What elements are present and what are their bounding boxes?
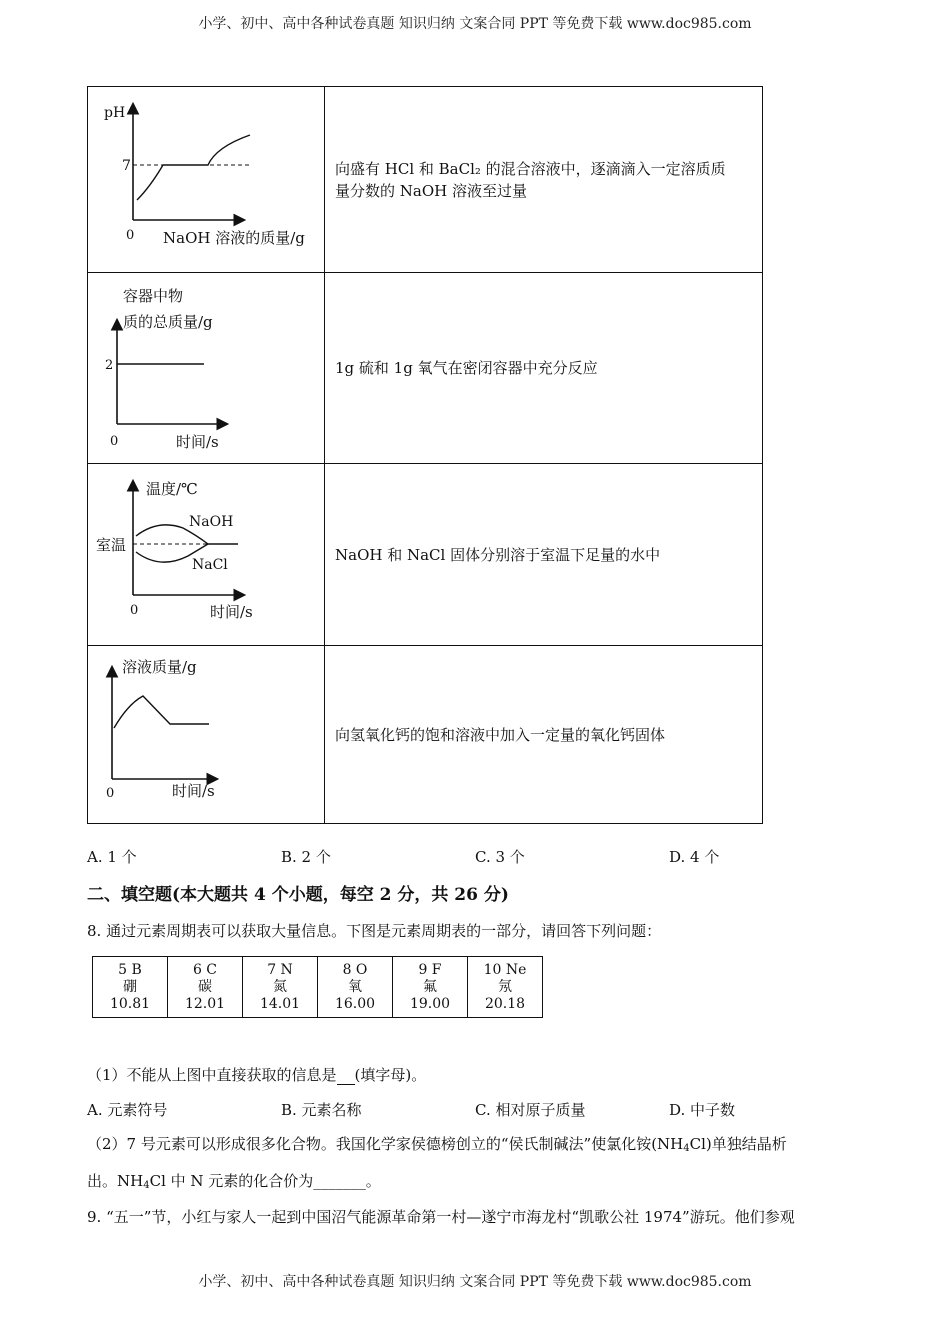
graph-cell xyxy=(88,87,325,273)
element-name: 氧 xyxy=(348,978,362,995)
description-cell xyxy=(325,273,763,464)
element-symbol: 9 F xyxy=(418,961,442,978)
origin-label: 0 xyxy=(110,434,119,449)
naoh-label: NaOH xyxy=(189,514,234,530)
table-row xyxy=(88,464,763,646)
description-cell xyxy=(325,646,763,824)
description-text: NaOH 和 NaCl 固体分别溶于室温下足量的水中 xyxy=(335,545,661,564)
element-mass: 16.00 xyxy=(334,995,376,1012)
element-mass: 12.01 xyxy=(184,995,226,1012)
question-8-part-1 xyxy=(87,1064,426,1085)
element-cell xyxy=(468,957,543,1018)
question-8-stem: 8. 通过元素周期表可以获取大量信息。下图是元素周期表的一部分，请回答下列问题： xyxy=(87,922,662,940)
ph-graph xyxy=(88,87,324,268)
element-symbol: 6 C xyxy=(192,961,218,978)
x-axis-label: NaOH 溶液的质量/g xyxy=(163,229,305,247)
y-axis-label: 质的总质量/g xyxy=(123,313,213,331)
element-symbol: 10 Ne xyxy=(483,961,527,978)
graph-cell xyxy=(88,646,325,824)
element-symbol: 5 B xyxy=(118,961,142,978)
subscript: 4 xyxy=(143,1180,150,1191)
option-c: C. 3 个 xyxy=(475,848,525,866)
origin-label: 0 xyxy=(126,228,135,243)
nacl-label: NaCl xyxy=(192,557,228,573)
x-axis-label: 时间/s xyxy=(210,603,253,621)
element-cell xyxy=(318,957,393,1018)
section-title: 二、填空题(本大题共 4 个小题，每空 2 分，共 26 分) xyxy=(87,885,509,905)
page-footer: 小学、初中、高中各种试卷真题 知识归纳 文案合同 PPT 等免费下载 www.doc985.com xyxy=(198,1274,752,1290)
room-temp-label: 室温 xyxy=(96,536,127,554)
answer-blank[interactable] xyxy=(337,1066,355,1085)
question-8-part-2-line2 xyxy=(87,1170,381,1191)
option-b: B. 2 个 xyxy=(281,848,331,866)
element-mass: 14.01 xyxy=(259,995,301,1012)
description-cell xyxy=(325,87,763,273)
y-axis-label: 温度/℃ xyxy=(146,480,198,498)
table-row xyxy=(88,87,763,273)
graph-cell xyxy=(88,273,325,464)
solution-mass-curve xyxy=(114,696,209,728)
question-8-part-2-line1 xyxy=(87,1133,787,1154)
choice-d: D. 中子数 xyxy=(669,1101,736,1119)
description-text: 向盛有 HCl 和 BaCl₂ 的混合溶液中，逐滴滴入一定溶质质量分数的 NaOH 溶液至过量 xyxy=(335,159,726,200)
ph-curve xyxy=(137,135,250,200)
description-cell xyxy=(325,464,763,646)
element-cell xyxy=(243,957,318,1018)
element-name: 氖 xyxy=(498,978,512,995)
element-mass: 20.18 xyxy=(484,995,526,1012)
question-text: Cl 中 N 元素的化合价为_______。 xyxy=(149,1172,381,1190)
origin-label: 0 xyxy=(130,603,139,618)
description-text: 向氢氧化钙的饱和溶液中加入一定量的氧化钙固体 xyxy=(335,725,666,744)
element-cell xyxy=(168,957,243,1018)
element-symbol: 7 N xyxy=(267,961,293,978)
option-d: D. 4 个 xyxy=(669,848,720,866)
mass-graph xyxy=(88,273,324,459)
table-row xyxy=(88,273,763,464)
table-row xyxy=(88,646,763,824)
graph-cell xyxy=(88,464,325,646)
element-name: 氟 xyxy=(423,978,437,995)
element-name: 氮 xyxy=(273,978,287,995)
question-text: （2）7 号元素可以形成很多化合物。我国化学家侯德榜创立的“侯氏制碱法”使氯化铵(NH xyxy=(87,1135,684,1153)
description-text: 1g 硫和 1g 氧气在密闭容器中充分反应 xyxy=(335,359,598,377)
element-mass: 19.00 xyxy=(409,995,451,1012)
element-cell xyxy=(393,957,468,1018)
question-text: (填字母)。 xyxy=(354,1066,427,1084)
question-text: 出。NH xyxy=(87,1172,144,1190)
element-mass: 10.81 xyxy=(109,995,151,1012)
element-name: 硼 xyxy=(123,978,137,995)
element-cell xyxy=(93,957,168,1018)
element-symbol: 8 O xyxy=(342,961,368,978)
option-a: A. 1 个 xyxy=(87,848,137,866)
origin-label: 0 xyxy=(106,786,115,801)
question-text: Cl)单独结晶析 xyxy=(689,1135,787,1153)
subscript: 4 xyxy=(683,1143,690,1154)
choice-a: A. 元素符号 xyxy=(87,1101,168,1119)
periodic-table xyxy=(92,956,543,1018)
table-row xyxy=(93,957,543,1018)
choice-b: B. 元素名称 xyxy=(281,1101,362,1119)
temperature-graph xyxy=(88,464,324,641)
y-tick-label: 2 xyxy=(105,358,114,373)
page-header: 小学、初中、高中各种试卷真题 知识归纳 文案合同 PPT 等免费下载 www.doc985.com xyxy=(198,16,752,32)
choice-c: C. 相对原子质量 xyxy=(475,1101,586,1119)
x-axis-label: 时间/s xyxy=(176,433,219,451)
y-axis-label: 溶液质量/g xyxy=(122,658,197,676)
question-9-stem: 9. “五一”节，小红与家人一起到中国沼气能源革命第一村—遂宁市海龙村“凯歌公社 1974”游玩。他们参观 xyxy=(87,1208,795,1226)
question-text: （1）不能从上图中直接获取的信息是 xyxy=(87,1066,337,1084)
y-axis-label: pH xyxy=(104,105,126,121)
graph-table xyxy=(87,86,763,824)
x-axis-label: 时间/s xyxy=(172,782,215,800)
y-tick-label: 7 xyxy=(122,158,131,174)
y-axis-label: 容器中物 xyxy=(123,287,184,305)
solution-mass-graph xyxy=(88,646,324,819)
element-name: 碳 xyxy=(198,978,212,995)
